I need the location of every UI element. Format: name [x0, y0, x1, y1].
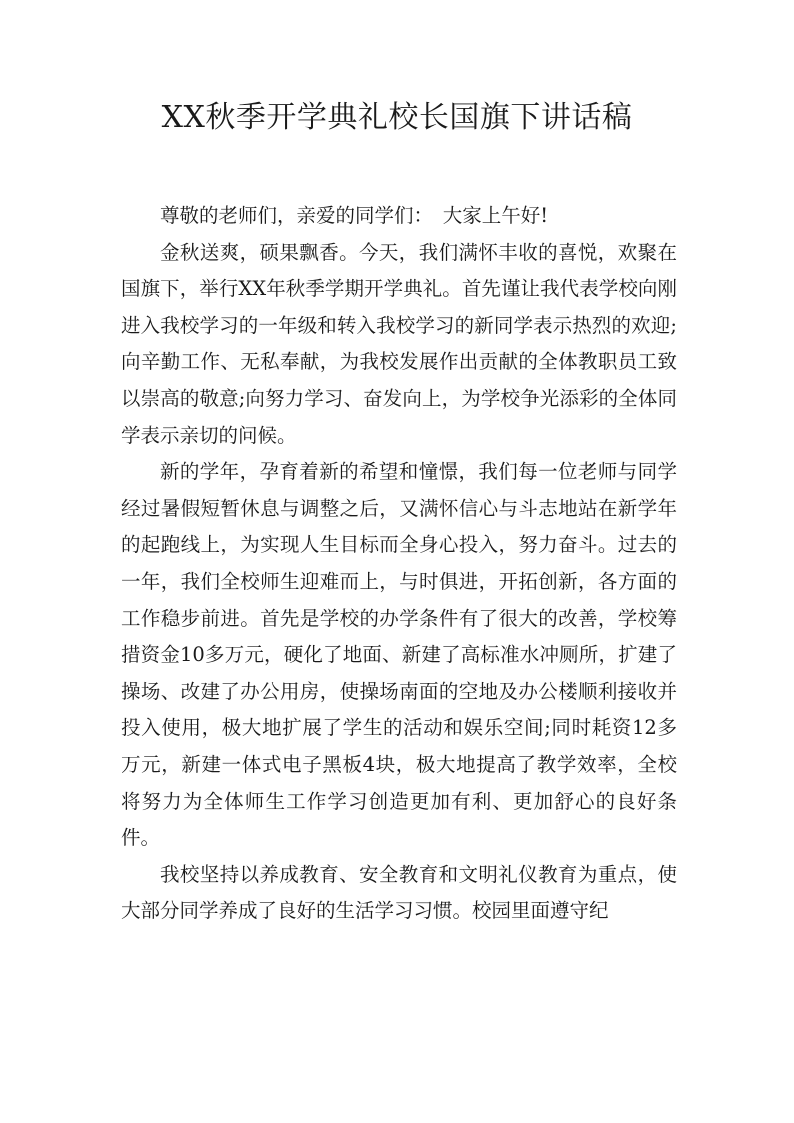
paragraph-new-year: 新的学年，孕育着新的希望和憧憬，我们每一位老师与同学经过暑假短暂休息与调整之后，又满怀信心与斗志地站在新学年的起跑线上，为实现人生目标而全身心投入，努力奋斗。过去的一年，我们全校师生迎难而上，与时俱进，开拓创新，各方面的工作稳步前进。首先是学校的办学条件有了很大的改善，学校筹措资金10多万元，硬化了地面、新建了高标准水冲厕所，扩建了操场、改建了办公用房，使操场南面的空地及办公楼顺利接收并投入使用，极大地扩展了学生的活动和娱乐空间;同时耗资12多万元，新建一体式电子黑板4块，极大地提高了教学效率，全校将努力为全体师生工作学习创造更加有利、更加舒心的良好条件。: [121, 460, 677, 850]
document-body: [121, 198, 677, 930]
paragraph-education: 我校坚持以养成教育、安全教育和文明礼仪教育为重点，使大部分同学养成了良好的生活学习习惯。校园里面遵守纪: [121, 862, 677, 923]
document-title: XX秋季开学典礼校长国旗下讲话稿: [161, 100, 633, 135]
paragraph-greeting: 尊敬的老师们，亲爱的同学们： 大家上午好!: [160, 204, 549, 227]
paragraph-welcome: 金秋送爽，硕果飘香。今天，我们满怀丰收的喜悦，欢聚在国旗下，举行XX年秋季学期开学典礼。首先谨让我代表学校向刚进入我校学习的一年级和转入我校学习的新同学表示热烈的欢迎;向辛勤工作、无私奉献，为我校发展作出贡献的全体教职员工致以崇高的敬意;向努力学习、奋发向上，为学校争光添彩的全体同学表示亲切的问候。: [121, 240, 677, 447]
